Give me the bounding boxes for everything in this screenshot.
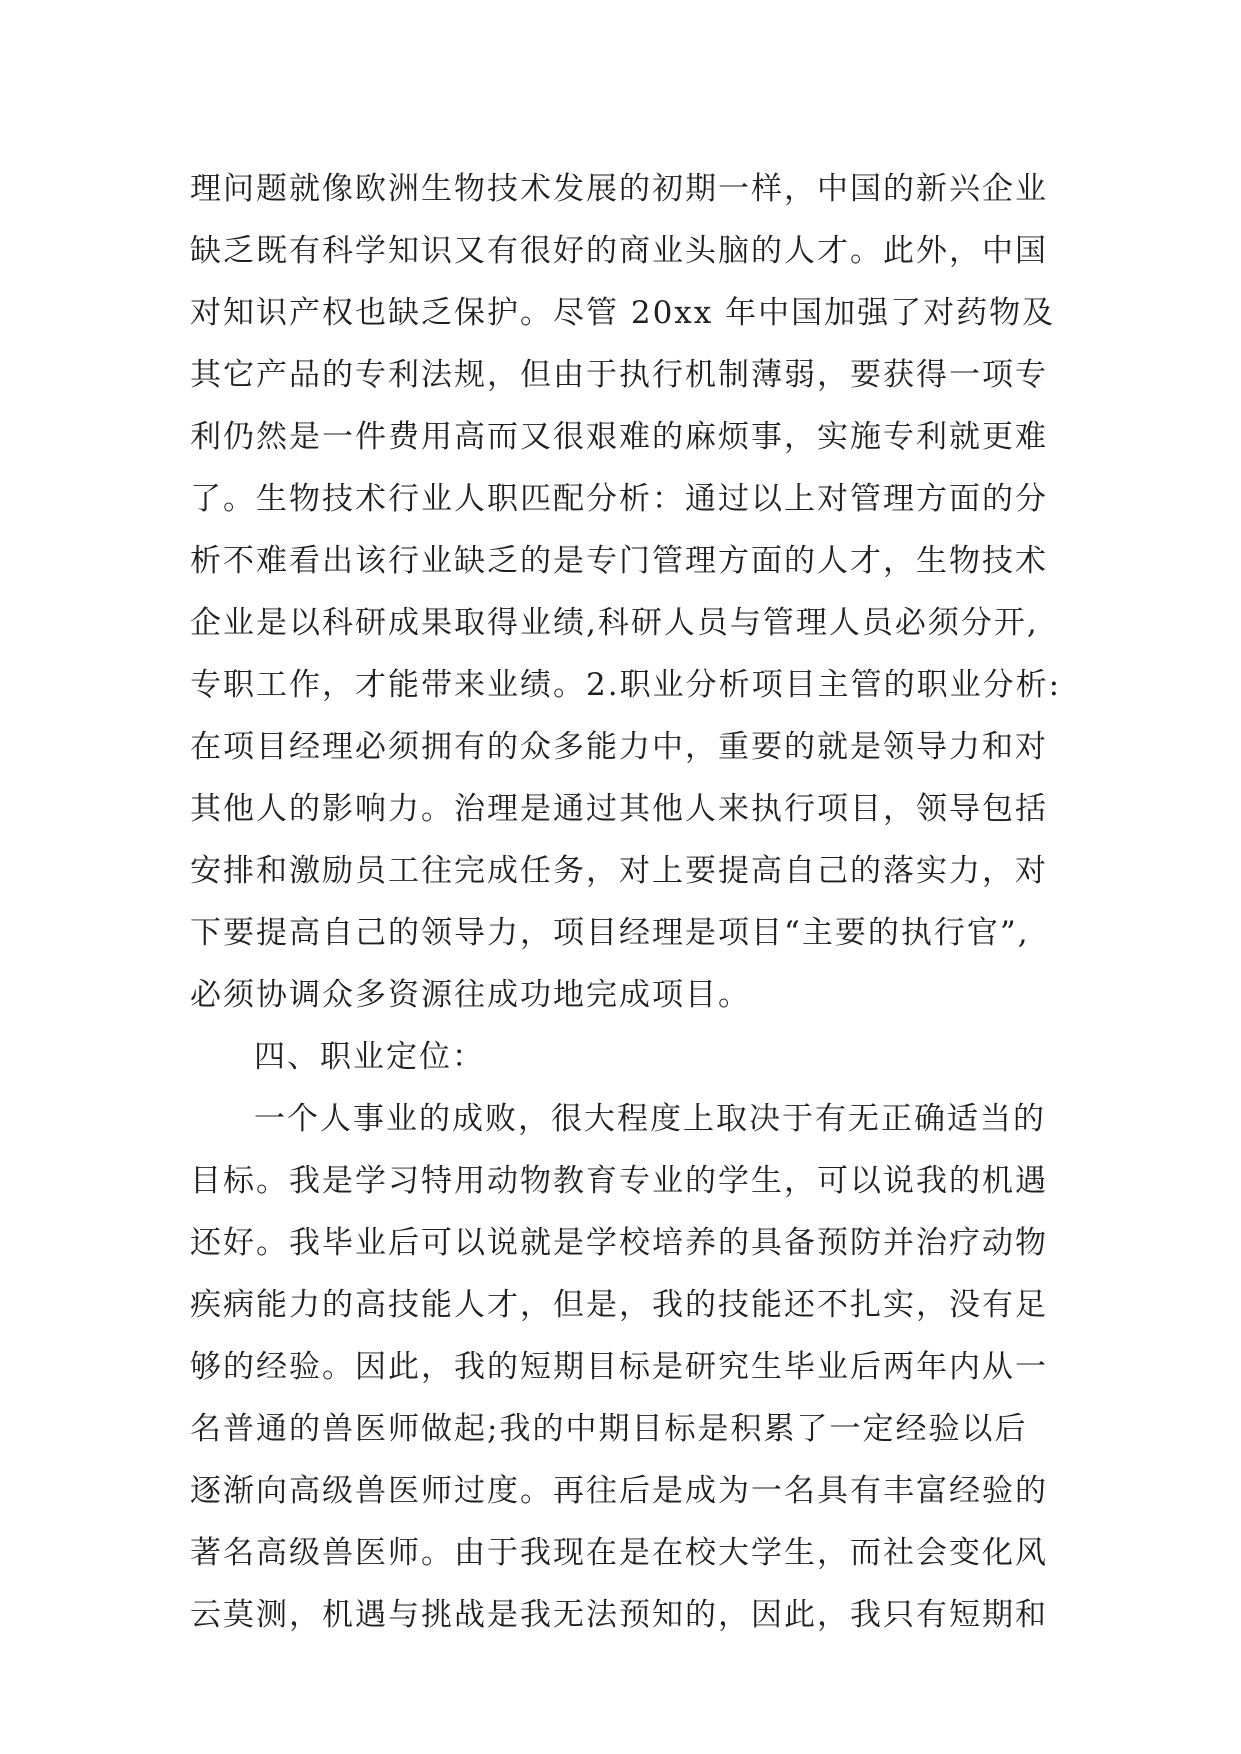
text-line: 在项目经理必须拥有的众多能力中，重要的就是领导力和对 <box>190 729 1048 765</box>
document-body <box>190 158 1070 1646</box>
text-line: 安排和激励员工往完成任务，对上要提高自己的落实力，对 <box>190 853 1048 889</box>
text-line: 名普通的兽医师做起;我的中期目标是积累了一定经验以后 <box>190 1411 1028 1447</box>
text-line: 著名高级兽医师。由于我现在是在校大学生，而社会变化风 <box>190 1535 1048 1571</box>
text-line: 析不难看出该行业缺乏的是专门管理方面的人才，生物技术 <box>190 543 1048 579</box>
text-line: 疾病能力的高技能人才，但是，我的技能还不扎实，没有足 <box>190 1287 1048 1323</box>
text-line: 了。生物技术行业人职匹配分析：通过以上对管理方面的分 <box>190 481 1048 517</box>
text-line: 其他人的影响力。治理是通过其他人来执行项目，领导包括 <box>190 791 1048 827</box>
text-line: 对知识产权也缺乏保护。尽管 20xx 年中国加强了对药物及 <box>190 295 1056 331</box>
text-line: 缺乏既有科学知识又有很好的商业头脑的人才。此外，中国 <box>190 233 1048 269</box>
text-line: 下要提高自己的领导力，项目经理是项目“主要的执行官”, <box>190 915 1030 951</box>
text-line: 理问题就像欧洲生物技术发展的初期一样，中国的新兴企业 <box>190 171 1048 207</box>
text-line: 一个人事业的成败，很大程度上取决于有无正确适当的 <box>254 1101 1046 1137</box>
text-line: 目标。我是学习特用动物教育专业的学生，可以说我的机遇 <box>190 1163 1048 1199</box>
text-line: 还好。我毕业后可以说就是学校培养的具备预防并治疗动物 <box>190 1225 1048 1261</box>
section-heading: 四、职业定位： <box>254 1039 485 1075</box>
text-line: 云莫测，机遇与挑战是我无法预知的，因此，我只有短期和 <box>190 1597 1048 1633</box>
text-line: 必须协调众多资源往成功地完成项目。 <box>190 977 751 1013</box>
text-line: 其它产品的专利法规，但由于执行机制薄弱，要获得一项专 <box>190 357 1048 393</box>
text-line: 够的经验。因此，我的短期目标是研究生毕业后两年内从一 <box>190 1349 1048 1385</box>
text-line: 逐渐向高级兽医师过度。再往后是成为一名具有丰富经验的 <box>190 1473 1048 1509</box>
text-line: 企业是以科研成果取得业绩,科研人员与管理人员必须分开, <box>190 605 1039 641</box>
text-line: 专职工作，才能带来业绩。2.职业分析项目主管的职业分析: <box>190 667 1062 703</box>
text-line: 利仍然是一件费用高而又很艰难的麻烦事，实施专利就更难 <box>190 419 1048 455</box>
